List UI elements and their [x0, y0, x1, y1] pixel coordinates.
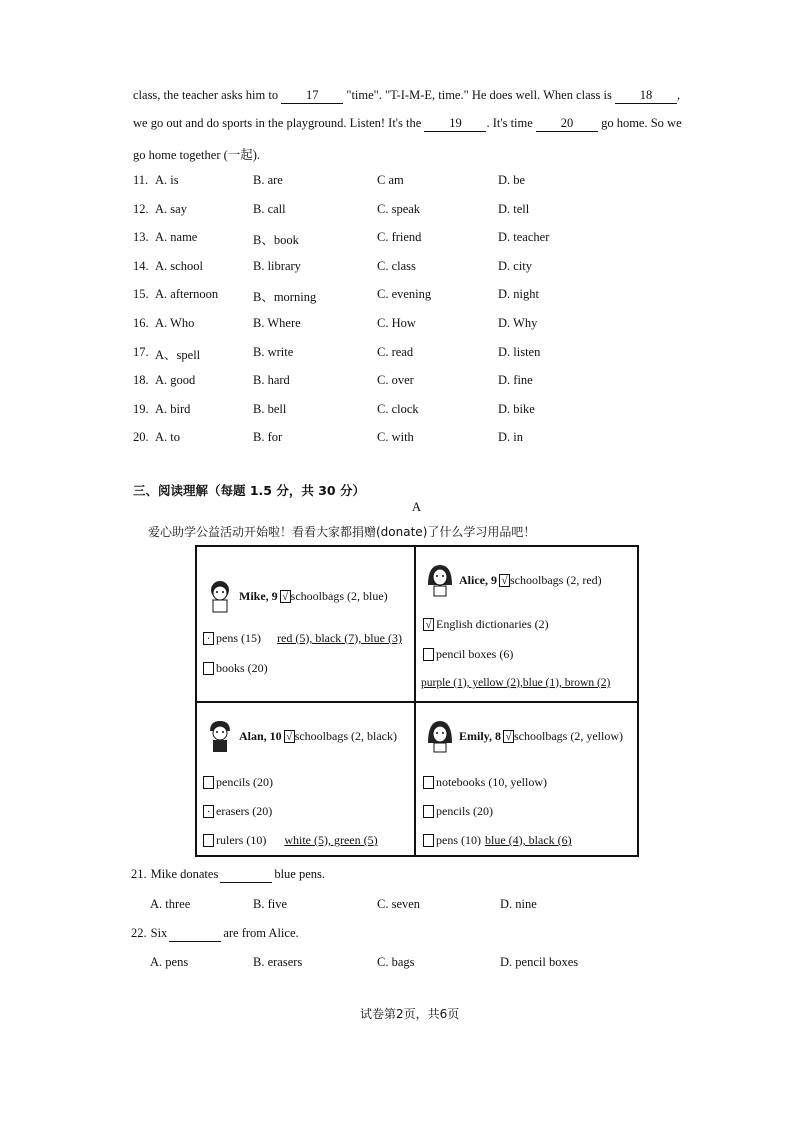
choice-option-c[interactable]: C. friend: [377, 230, 422, 244]
question-option-b[interactable]: B. erasers: [253, 955, 303, 969]
answer-blank[interactable]: [220, 867, 272, 883]
question-number: 22.: [131, 926, 147, 940]
alan-name: Alan, 10: [239, 728, 282, 743]
question-stem-end: blue pens.: [274, 867, 326, 881]
choice-number: 19.: [133, 402, 149, 416]
mike-schoolbags: schoolbags (2, blue): [290, 588, 388, 603]
mike-pens-detail: red (5), black (7), blue (3): [277, 631, 402, 645]
alan-item-erasers: · erasers (20): [203, 804, 272, 819]
choice-option-b[interactable]: B、morning: [253, 290, 317, 304]
alice-dictionaries-checkbox[interactable]: √: [423, 618, 434, 631]
choice-option-a[interactable]: A. name: [155, 230, 198, 244]
emily-pens-detail: blue (4), black (6): [485, 833, 572, 847]
choice-option-d[interactable]: D. city: [498, 259, 533, 273]
choice-option-c[interactable]: C. class: [377, 259, 416, 273]
blank-17: 17: [281, 88, 343, 104]
question-number: 21.: [131, 867, 147, 881]
choice-number: 16.: [133, 316, 149, 330]
question-option-c[interactable]: C. bags: [377, 955, 415, 969]
choice-option-d[interactable]: D. Why: [498, 316, 538, 330]
choice-number: 13.: [133, 230, 149, 244]
emily-header: [425, 719, 623, 753]
mike-header: [205, 579, 388, 613]
donation-table: [195, 545, 639, 857]
alan-schoolbags-checkbox[interactable]: √: [284, 730, 295, 743]
choice-option-c[interactable]: C. clock: [377, 402, 419, 416]
choice-number: 18.: [133, 373, 149, 387]
alice-pencil-boxes-detail: purple (1), yellow (2),blue (1), brown (2): [421, 677, 611, 689]
choice-option-b[interactable]: B. are: [253, 173, 283, 187]
choice-option-c[interactable]: C. read: [377, 345, 414, 359]
mike-pens-checkbox[interactable]: ·: [203, 632, 214, 645]
alice-header: [425, 563, 602, 597]
choice-option-c[interactable]: C. speak: [377, 202, 421, 216]
choice-option-d[interactable]: D. tell: [498, 202, 530, 216]
question-stem: [131, 926, 299, 942]
choice-number: 11.: [133, 173, 149, 187]
choice-number: 15.: [133, 287, 149, 301]
alan-item-pencils: pencils (20): [203, 775, 273, 790]
mike-item-pens: · pens (15) red (5), black (7), blue (3): [203, 631, 402, 646]
alice-item-pencil-boxes: pencil boxes (6): [423, 647, 513, 662]
emily-pencils-checkbox[interactable]: [423, 805, 434, 818]
choice-option-d[interactable]: D. bike: [498, 402, 535, 416]
choice-option-c[interactable]: C. evening: [377, 287, 432, 301]
alan-item-rulers: rulers (10) white (5), green (5): [203, 833, 378, 848]
choice-number: 14.: [133, 259, 149, 273]
choice-option-b[interactable]: B. write: [253, 345, 294, 359]
choice-option-d[interactable]: D. fine: [498, 373, 533, 387]
choice-option-b[interactable]: B、book: [253, 233, 299, 247]
choice-option-a[interactable]: A. is: [155, 173, 179, 187]
choice-option-a[interactable]: A. bird: [155, 402, 191, 416]
choice-number: 17.: [133, 345, 149, 359]
question-stem: [131, 867, 325, 883]
emily-schoolbags: schoolbags (2, yellow): [514, 728, 623, 743]
alan-rulers-detail: white (5), green (5): [284, 833, 378, 847]
mike-name: Mike, 9: [239, 588, 278, 603]
choice-option-b[interactable]: B. hard: [253, 373, 290, 387]
choice-option-a[interactable]: A. school: [155, 259, 203, 273]
question-option-c[interactable]: C. seven: [377, 897, 421, 911]
emily-item-notebooks: notebooks (10, yellow): [423, 775, 547, 790]
alan-header: [205, 719, 397, 753]
alice-item-dictionaries: √ English dictionaries (2): [423, 617, 549, 632]
mike-schoolbags-checkbox[interactable]: √: [280, 590, 291, 603]
question-option-a[interactable]: A. three: [150, 897, 191, 911]
choice-option-b[interactable]: B. library: [253, 259, 301, 273]
mike-books-checkbox[interactable]: [203, 662, 214, 675]
mike-item-books: books (20): [203, 661, 268, 676]
choice-option-a[interactable]: A. Who: [155, 316, 195, 330]
emily-name: Emily, 8: [459, 728, 502, 743]
emily-item-pencils: pencils (20): [423, 804, 493, 819]
alice-name: Alice, 9: [459, 572, 497, 587]
question-option-b[interactable]: B. five: [253, 897, 288, 911]
choice-option-d[interactable]: D. in: [498, 430, 523, 444]
alice-schoolbags-checkbox[interactable]: √: [499, 574, 510, 587]
passage-line-3: go home together (一起).: [133, 148, 261, 162]
alan-schoolbags: schoolbags (2, black): [294, 728, 397, 743]
choice-option-d[interactable]: D. be: [498, 173, 526, 187]
choice-option-a[interactable]: A. to: [155, 430, 180, 444]
answer-blank[interactable]: [169, 926, 221, 942]
boy-avatar-icon: [205, 719, 235, 753]
alan-erasers-checkbox[interactable]: ·: [203, 805, 214, 818]
choice-option-d[interactable]: D. listen: [498, 345, 541, 359]
choice-number: 20.: [133, 430, 149, 444]
blank-20: 20: [536, 116, 598, 132]
emily-notebooks-checkbox[interactable]: [423, 776, 434, 789]
section-intro: 爱心助学公益活动开始啦！看看大家都捐赠(donate)了什么学习用品吧！: [148, 525, 536, 539]
blank-19: 19: [424, 116, 486, 132]
choice-option-a[interactable]: A、spell: [155, 348, 201, 362]
choice-option-b[interactable]: B. Where: [253, 316, 301, 330]
passage-line-1: class, the teacher asks him to 17 "time". "T-I-M-E, time." He does well. When class is 18 ,: [133, 88, 681, 102]
choice-option-d[interactable]: D. teacher: [498, 230, 550, 244]
choice-option-c[interactable]: C. with: [377, 430, 414, 444]
boy-avatar-icon: [205, 579, 235, 613]
table-divider-horizontal: [197, 701, 637, 703]
emily-schoolbags-checkbox[interactable]: √: [503, 730, 514, 743]
alice-schoolbags: schoolbags (2, red): [510, 572, 602, 587]
choice-option-d[interactable]: D. night: [498, 287, 539, 301]
choice-option-a[interactable]: A. afternoon: [155, 287, 219, 301]
section-heading: 三、阅读理解（每题 1.5 分，共 30 分）: [133, 483, 365, 498]
choice-option-b[interactable]: B. bell: [253, 402, 287, 416]
choice-option-b[interactable]: B. for: [253, 430, 283, 444]
question-option-d[interactable]: D. pencil boxes: [500, 955, 579, 969]
emily-pens-checkbox[interactable]: [423, 834, 434, 847]
girl-avatar-icon: [425, 563, 455, 597]
part-label: A: [412, 500, 422, 514]
blank-18: 18: [615, 88, 677, 104]
choice-option-a[interactable]: A. say: [155, 202, 187, 216]
question-stem-start: Mike donates: [150, 867, 219, 881]
choice-option-c[interactable]: C. How: [377, 316, 416, 330]
choice-option-b[interactable]: B. call: [253, 202, 286, 216]
question-stem-end: are from Alice.: [223, 926, 299, 940]
question-option-a[interactable]: A. pens: [150, 955, 189, 969]
girl-avatar-icon: [425, 719, 455, 753]
alan-pencils-checkbox[interactable]: [203, 776, 214, 789]
question-stem-start: Six: [150, 926, 168, 940]
alice-pencil-boxes-checkbox[interactable]: [423, 648, 434, 661]
choice-option-a[interactable]: A. good: [155, 373, 196, 387]
question-option-d[interactable]: D. nine: [500, 897, 537, 911]
page-footer: 试卷第2页，共6页: [360, 1007, 460, 1021]
alan-rulers-checkbox[interactable]: [203, 834, 214, 847]
choice-option-c[interactable]: C. over: [377, 373, 414, 387]
passage-line-2: we go out and do sports in the playground. Listen! It's the 19 . It's time 20 go home. So we: [133, 116, 682, 130]
choice-option-c[interactable]: C am: [377, 173, 404, 187]
choice-number: 12.: [133, 202, 149, 216]
emily-item-pens: pens (10) blue (4), black (6): [423, 833, 572, 848]
